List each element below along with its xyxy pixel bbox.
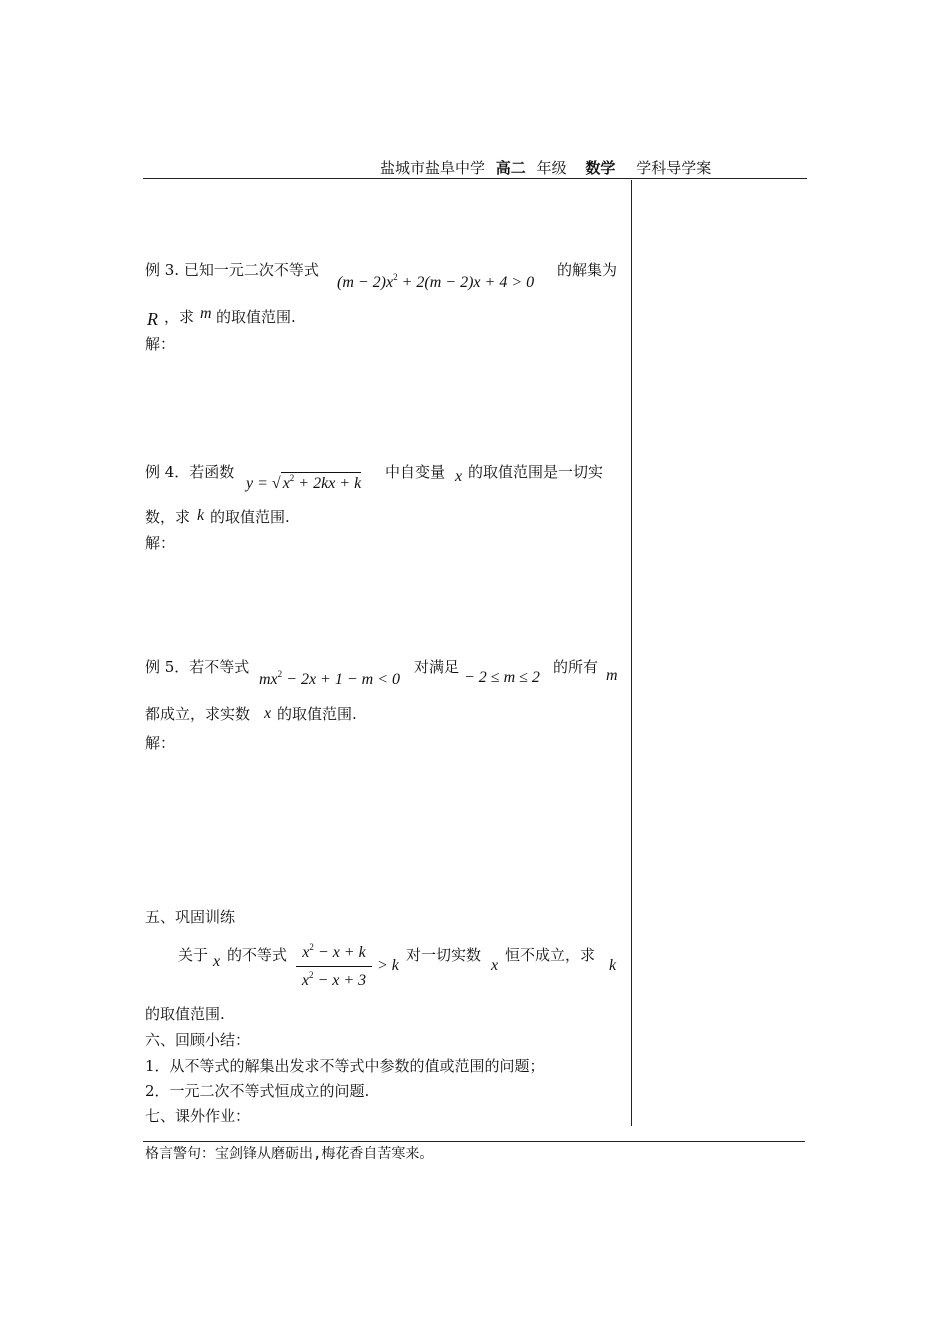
ex3-line1-post: 的解集为 xyxy=(557,261,618,279)
ex4-function xyxy=(246,472,361,493)
ex4-var-x: x xyxy=(455,468,463,485)
ex5-line2-post: 的取值范围. xyxy=(277,705,357,723)
ex4-radicand: $x^2 + 2kx + k$ xyxy=(282,473,362,492)
ex4-line1-pre: 例 4．若函数 xyxy=(145,463,235,481)
ex5-answer-label: 解： xyxy=(145,734,176,752)
section5-mid: 的不等式 xyxy=(227,946,288,964)
ex5-line2-pre: 都成立，求实数 xyxy=(145,705,251,723)
section5-var-x2: x xyxy=(491,957,499,974)
ex4-line2-post: 的取值范围. xyxy=(210,508,290,526)
section5-post2: 恒不成立，求 xyxy=(505,946,596,964)
ex3-line1-pre: 例 3. 已知一元二次不等式 xyxy=(145,261,319,279)
ex3-line2-text: ，求 xyxy=(164,308,195,326)
section6-title: 六、回顾小结： xyxy=(145,1031,251,1049)
page-header xyxy=(380,157,711,178)
header-school: 盐城市盐阜中学 xyxy=(380,159,486,177)
ex5-inequality: $mx^2 - 2x + 1 - m < 0$ xyxy=(259,669,400,688)
ex5-range: − 2 ≤ m ≤ 2 xyxy=(464,669,540,686)
section5-pre: 关于 xyxy=(178,946,209,964)
header-grade: 高二 xyxy=(495,159,526,177)
ex5-var-m: m xyxy=(606,667,618,684)
ex3-answer-label: 解： xyxy=(145,335,176,353)
section5-rel: > k xyxy=(377,957,399,974)
ex4-line2-pre: 数，求 xyxy=(145,508,191,526)
ex3-line2-post: 的取值范围. xyxy=(216,308,296,326)
ex5-line1-mid: 对满足 xyxy=(414,658,460,676)
ex4-var-k: k xyxy=(197,507,205,524)
ex4-line1-mid: 中自变量 xyxy=(385,463,446,481)
section5-var-k: k xyxy=(609,957,617,974)
header-grade-suffix: 年级 xyxy=(536,159,567,177)
section6-item-1: 1．从不等式的解集出发求不等式中参数的值或范围的问题； xyxy=(145,1057,545,1075)
ex5-line1-post: 的所有 xyxy=(553,658,599,676)
sqrt-sign: √ xyxy=(271,475,281,492)
ex4-func-lhs: y = xyxy=(246,475,268,492)
section5-line2: 的取值范围. xyxy=(145,1005,225,1023)
ex4-line1-post: 的取值范围是一切实 xyxy=(468,463,604,481)
footer-motto: 格言警句：宝剑锋从磨砺出,梅花香自苦寒来。 xyxy=(145,1146,434,1162)
fraction-bar xyxy=(296,966,372,967)
header-rule xyxy=(143,178,807,179)
ex4-answer-label: 解： xyxy=(145,534,176,552)
footer-rule xyxy=(143,1141,805,1142)
section7-title: 七、课外作业： xyxy=(145,1107,251,1125)
fraction-denominator: $x^2 - x + 3$ xyxy=(301,970,367,989)
header-subject: 数学 xyxy=(585,159,616,177)
section5-fraction xyxy=(296,942,372,990)
ex3-inequality: $(m - 2)x^2 + 2(m - 2)x + 4 > 0$ xyxy=(337,272,535,291)
ex5-var-x: x xyxy=(264,705,272,722)
section5-var-x: x xyxy=(213,953,221,970)
section5-post: 对一切实数 xyxy=(406,946,482,964)
section6-item-2: 2．一元二次不等式恒成立的问题. xyxy=(145,1082,370,1100)
ex3-var-m: m xyxy=(200,305,212,322)
section5-title: 五、巩固训练 xyxy=(145,908,236,926)
ex5-line1-pre: 例 5．若不等式 xyxy=(145,658,250,676)
fraction-numerator: $x^2 - x + k$ xyxy=(302,942,366,961)
ex3-set-symbol: R xyxy=(147,309,158,329)
header-doc-type: 学科导学案 xyxy=(636,159,712,177)
notes-column-divider xyxy=(631,180,632,1126)
